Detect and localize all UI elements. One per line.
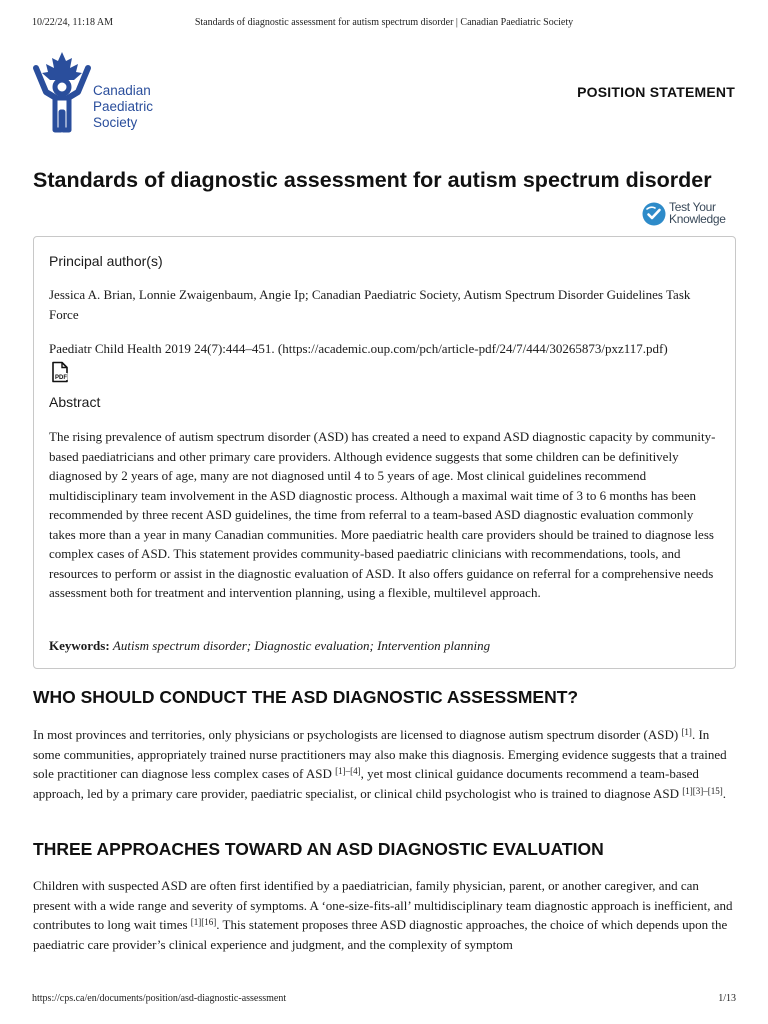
- text-span: . In some communities, appropriately trained nurse practitioners may also make this diagnosis. Emerging evidence suggests that a trained sole practitioner can diagnose less complex cases of ASD: [33, 727, 727, 781]
- page-number: 1/13: [718, 993, 736, 1004]
- authors-list: Jessica A. Brian, Lonnie Zwaigenbaum, Angie Ip; Canadian Paediatric Society, Autism Spectrum Disorder Guidelines Task Force: [49, 287, 691, 322]
- citation-ref[interactable]: [1]–[4]: [335, 766, 361, 776]
- pdf-file-icon[interactable]: [49, 361, 71, 383]
- text-span: . This statement proposes three ASD diagnostic approaches, the choice of which depends upon the paediatric care provider’s clinical experience and judgment, and the complexity of symptom: [33, 917, 728, 952]
- citation-link[interactable]: Paediatr Child Health 2019 24(7):444–451. (https://academic.oup.com/pch/article-pdf/24/7/444/30265873/pxz117.pdf): [49, 341, 668, 356]
- text-span: .: [722, 785, 727, 801]
- print-doc-title: Standards of diagnostic assessment for autism spectrum disorder | Canadian Paediatric Society: [194, 17, 574, 28]
- test-your-knowledge-icon: [642, 202, 666, 226]
- svg-text:PDF: PDF: [55, 375, 67, 381]
- citation-ref[interactable]: [1][3]–[15]: [682, 785, 723, 796]
- abstract-heading: Abstract: [49, 394, 101, 410]
- text-span: , yet most clinical guidance documents recommend a team-based approach, led by a primary care provider, paediatric specialist, or clinical child psychologist who is trained to diagnose ASD: [33, 766, 699, 801]
- tyk-line-1: Test Your: [669, 200, 716, 214]
- keywords-list: Autism spectrum disorder; Diagnostic evaluation; Intervention planning: [112, 638, 491, 653]
- page-title: Standards of diagnostic assessment for autism spectrum disorder: [33, 168, 712, 192]
- section-heading-approaches: THREE APPROACHES TOWARD AN ASD DIAGNOSTIC EVALUATION: [33, 839, 604, 859]
- keywords-label: Keywords:: [49, 638, 110, 653]
- logo-line-2: Paediatric: [93, 99, 154, 114]
- citation-ref[interactable]: [1][16]: [190, 917, 217, 927]
- section-who-paragraph: [33, 725, 733, 803]
- print-datetime: 10/22/24, 11:18 AM: [32, 17, 114, 28]
- print-header: [32, 17, 736, 31]
- keywords: [49, 636, 721, 656]
- test-your-knowledge-label: [669, 201, 726, 225]
- section-heading-who: WHO SHOULD CONDUCT THE ASD DIAGNOSTIC ASSESSMENT?: [33, 687, 579, 707]
- document-type-label: POSITION STATEMENT: [577, 84, 735, 100]
- test-your-knowledge-link[interactable]: [642, 201, 736, 227]
- summary-box: [33, 236, 736, 669]
- cps-logo[interactable]: [30, 50, 165, 136]
- print-footer: [32, 993, 736, 1005]
- logo-line-3: Society: [93, 115, 138, 130]
- tyk-line-2: Knowledge: [669, 212, 726, 226]
- logo-text: [93, 83, 153, 131]
- text-span: In most provinces and territories, only physicians or psychologists are licensed to diagnose autism spectrum disorder (ASD): [33, 727, 679, 742]
- logo-line-1: Canadian: [93, 83, 151, 98]
- section-approaches-paragraph: [33, 876, 733, 954]
- cps-maple-leaf-child-icon: [30, 50, 94, 136]
- text-span: Children with suspected ASD are often first identified by a paediatrician, family physician, parent, or another caregiver, and can present with a wide range and severity of symptoms. A ‘one-size-fits-all’ multidisciplinary team diagnostic approach is inefficient, and contributes to long wait times: [33, 878, 733, 932]
- abstract-text: The rising prevalence of autism spectrum disorder (ASD) has created a need to expand ASD diagnostic capacity by community-based paediatricians and other primary care providers. Although evidence suggests that some children can be definitively diagnosed by 2 years of age, many are not diagnosed until 4 to 5 years of age. Most clinical guidelines recommend multidisciplinary team involvement in the ASD diagnostic process. Although a maximal wait time of 3 to 6 months has been recommended by three recent ASD guidelines, the time from referral to a team-based ASD diagnostic evaluation commonly takes more than a year in many Canadian communities. More paediatric health care providers should be trained to diagnose less complex cases of ASD. This statement provides community-based paediatric clinicians with recommendations, tools, and resources to perform or assist in the diagnostic evaluation of ASD. It also offers guidance on referral for a comprehensive needs assessment both for treatment and intervention planning, using a flexible, multilevel approach.: [49, 429, 716, 600]
- authors-heading: Principal author(s): [49, 253, 163, 269]
- citation-ref[interactable]: [1]: [681, 727, 692, 737]
- page-url: https://cps.ca/en/documents/position/asd-diagnostic-assessment: [32, 993, 287, 1004]
